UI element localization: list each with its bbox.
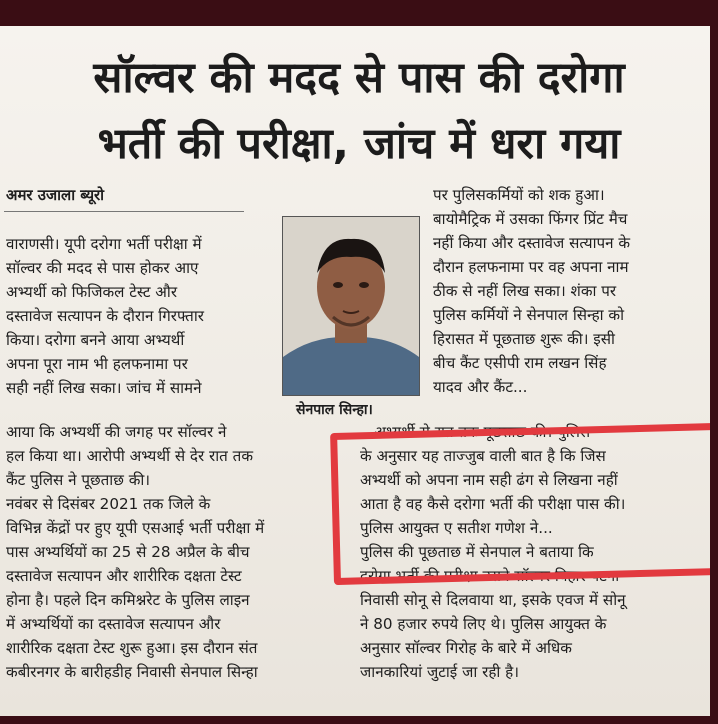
- byline: अमर उजाला ब्यूरो: [6, 186, 105, 204]
- right-line: बायोमैट्रिक में उसका फिंगर प्रिंट मैच: [433, 210, 628, 228]
- frame-edge: [710, 26, 718, 716]
- left-line: सही नहीं लिख सका। जांच में सामने: [6, 379, 202, 397]
- photo-caption: सेनपाल सिन्हा।: [296, 402, 373, 418]
- lower-left-line: दस्तावेज सत्यापन और शारीरिक दक्षता टेस्ट: [6, 567, 242, 585]
- right-line: बीच कैंट एसीपी राम लखन सिंह: [433, 354, 607, 372]
- lower-left-column: [6, 420, 324, 684]
- right-line: नहीं किया और दस्तावेज सत्यापन के: [433, 234, 631, 252]
- lower-right-column: [360, 420, 700, 684]
- lower-left-line: नवंबर से दिसंबर 2021 तक जिले के: [6, 495, 211, 513]
- left-line: किया। दरोगा बनने आया अभ्यर्थी: [6, 331, 185, 349]
- lower-left-line: कैंट पुलिस ने पूछताछ की।: [6, 471, 151, 489]
- left-column: [6, 232, 314, 400]
- lower-right-line: पुलिस की पूछताछ में सेनपाल ने बताया कि: [360, 543, 594, 561]
- headline-line-2: भर्ती की परीक्षा, जांच में धरा गया: [97, 119, 621, 169]
- lower-right-line: जानकारियां जुटाई जा रही है।: [360, 663, 519, 681]
- lower-left-line: में अभ्यर्थियों का दस्तावेज सत्यापन और: [6, 615, 221, 633]
- lower-left-line: आया कि अभ्यर्थी की जगह पर सॉल्वर ने: [6, 423, 227, 441]
- right-line: ठीक से नहीं लिख सका। शंका पर: [433, 282, 617, 300]
- lower-right-line: के अनुसार यह ताज्जुब वाली बात है कि जिस: [360, 447, 606, 465]
- left-line: सॉल्वर की मदद से पास होकर आए: [6, 259, 199, 277]
- left-line: दस्तावेज सत्यापन के दौरान गिरफ्तार: [6, 307, 204, 325]
- right-line: पुलिस कर्मियों ने सेनपाल सिन्हा को: [433, 306, 625, 324]
- lower-left-line: शारीरिक दक्षता टेस्ट शुरू हुआ। इस दौरान संत: [6, 639, 258, 657]
- right-line: दौरान हलफनामा पर वह अपना नाम: [433, 258, 629, 276]
- lower-left-line: हल किया था। आरोपी अभ्यर्थी से देर रात तक: [6, 447, 253, 465]
- left-line: वाराणसी। यूपी दरोगा भर्ती परीक्षा में: [6, 235, 202, 253]
- left-line: अभ्यर्थी को फिजिकल टेस्ट और: [6, 283, 178, 301]
- lower-right-line: निवासी सोनू से दिलवाया था, इसके एवज में सोनू: [360, 591, 626, 609]
- lower-right-line: अभ्यर्थी को अपना नाम सही ढंग से लिखना नहीं: [360, 471, 618, 489]
- headline-line-1: सॉल्वर की मदद से पास की दरोगा: [93, 53, 625, 103]
- right-line: हिरासत में पूछताछ शुरू की। इसी: [433, 330, 615, 348]
- lower-right-line: आता है वह कैसे दरोगा भर्ती की परीक्षा पास की।: [360, 495, 626, 513]
- lower-right-line: अनुसार सॉल्वर गिरोह के बारे में अधिक: [360, 639, 572, 657]
- lower-right-line: ने 80 हजार रुपये लिए थे। पुलिस आयुक्त के: [360, 615, 607, 633]
- lower-right-line: ...अभ्यर्थी से रात तक पूछताछ की। पुलिस: [360, 423, 591, 441]
- lower-right-line: दरोगा भर्ती की परीक्षा उसने सॉल्वर बिहार पटना: [360, 567, 620, 585]
- newspaper-clipping: [0, 26, 718, 716]
- lower-right-line: पुलिस आयुक्त ए सतीश गणेश ने...: [360, 519, 553, 537]
- left-line: अपना पूरा नाम भी हलफनामा पर: [6, 355, 188, 373]
- portrait-photo: [282, 216, 420, 396]
- lower-left-line: विभिन्न केंद्रों पर हुए यूपी एसआई भर्ती परीक्षा में: [6, 519, 265, 537]
- lower-left-line: पास अभ्यर्थियों का 25 से 28 अप्रैल के बीच: [6, 543, 250, 561]
- lower-left-line: कबीरनगर के बारीहडीह निवासी सेनपाल सिन्हा: [6, 663, 258, 681]
- portrait-illustration: [283, 217, 419, 395]
- right-column: [433, 183, 695, 399]
- byline-divider: [4, 211, 244, 212]
- right-line: यादव और कैंट...: [433, 378, 528, 396]
- right-line: पर पुलिसकर्मियों को शक हुआ।: [433, 186, 605, 204]
- lower-left-line: होना है। पहले दिन कमिश्नरेट के पुलिस लाइन: [6, 591, 250, 609]
